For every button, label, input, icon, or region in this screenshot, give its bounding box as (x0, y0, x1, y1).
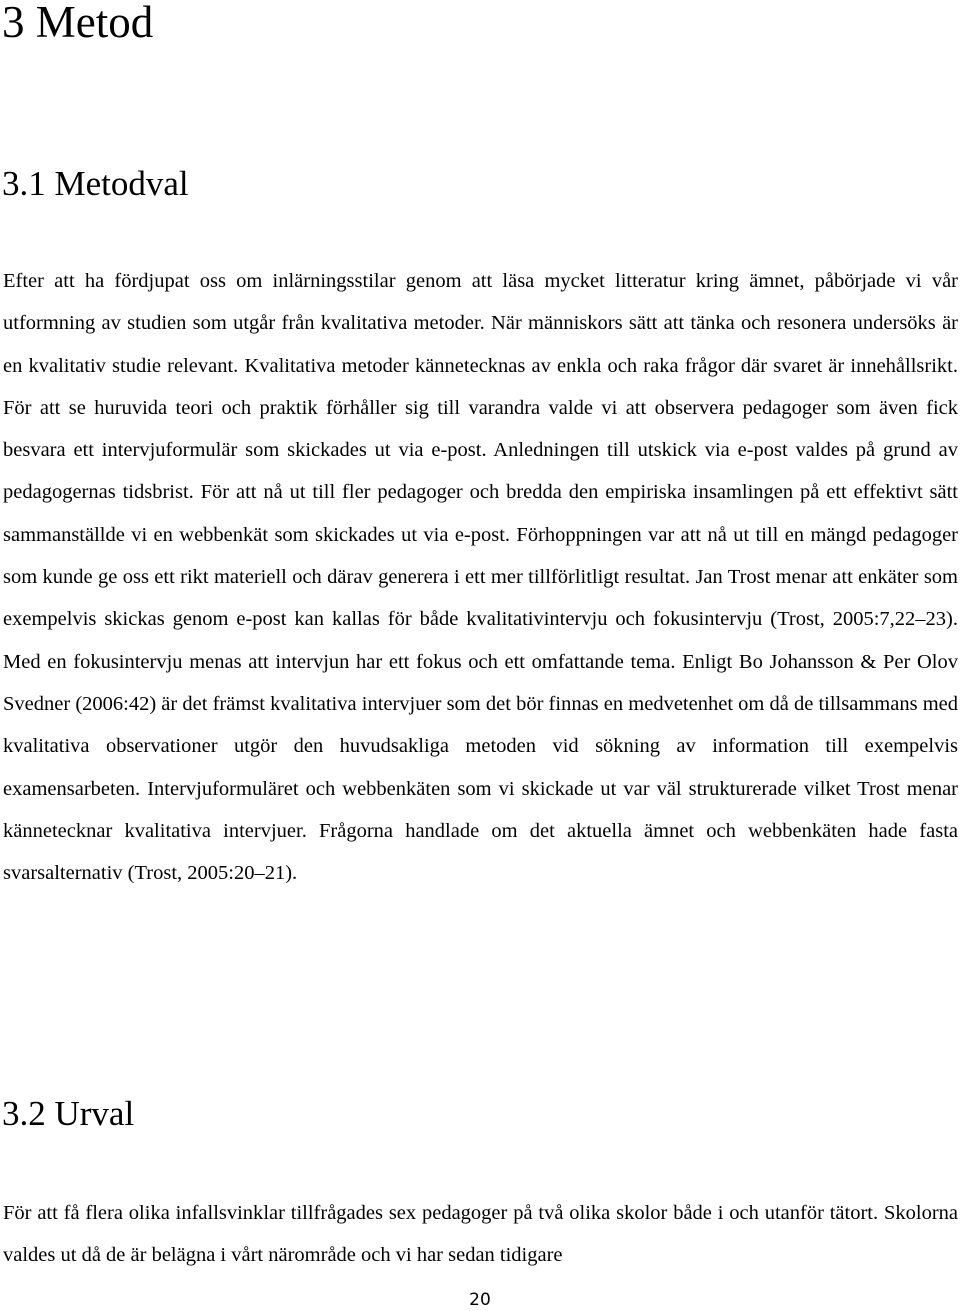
body-paragraph-urval: För att få flera olika infallsvinklar tillfrågades sex pedagoger på två olika skolor både i och utanför tätort. Skolorna valdes ut då de är belägna i vårt närområde och vi har sedan tidigare (3, 1202, 958, 1267)
page-number: 20 (469, 1290, 491, 1310)
chapter-title: 3 Metod (2, 0, 154, 47)
body-paragraph-metodval: Efter att ha fördjupat oss om inlärningsstilar genom att läsa mycket litteratur kring ämnet, påbörjade vi vår utformning av studien som utgår från kvalitativa metoder. När människors sätt att tänka och resonera undersöks är en kvalitativ studie relevant. Kvalitativa metoder kännetecknas av enkla och raka frågor där svaret är innehållsrikt. För att se huruvida teori och praktik förhåller sig till varandra valde vi att observera pedagoger som även fick besvara ett intervjuformulär som skickades ut via e-post. Anledningen till utskick via e-post valdes på grund av pedagogernas tidsbrist. För att nå ut till fler pedagoger och bredda den empiriska insamlingen på ett effektivt sätt sammanställde vi en webbenkät som skickades ut via e-post. Förhoppningen var att nå ut till en mängd pedagoger som kunde ge oss ett rikt materiell och därav generera i ett mer tillförlitligt resultat. Jan Trost menar att enkäter som exempelvis skickas genom e-post kan kallas för både kvalitativintervju och fokusintervju (Trost, 2005:7,22–23). Med en fokusintervju menas att intervjun har ett fokus och ett omfattande tema. Enligt Bo Johansson & Per Olov Svedner (2006:42) är det främst kvalitativa intervjuer som det bör finnas en medvetenhet om då de tillsammans med kvalitativa observationer utgör den huvudsakliga metoden vid sökning av information till exempelvis examensarbeten. Intervjuformuläret och webbenkäten som vi skickade ut var väl strukturerade vilket Trost menar kännetecknar kvalitativa intervjuer. Frågorna handlade om det aktuella ämnet och webbenkäten hade fasta svarsalternativ (Trost, 2005:20–21). (3, 270, 958, 885)
section-heading-metodval: 3.1 Metodval (2, 164, 189, 203)
section-heading-urval: 3.2 Urval (2, 1094, 135, 1133)
